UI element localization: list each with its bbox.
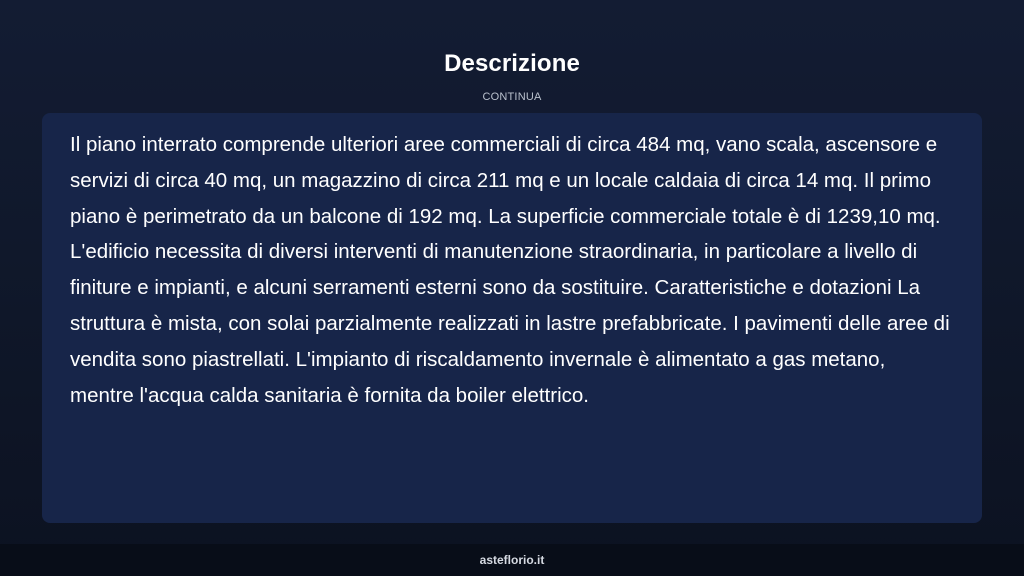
footer-bar xyxy=(0,544,1024,576)
footer-site-name: asteflorio.it xyxy=(479,553,545,567)
description-card xyxy=(42,113,982,523)
description-text: Il piano interrato comprende ulteriori aree commerciali di circa 484 mq, vano scala, ascensore e servizi di circa 40 mq, un magazzino di circa 211 mq e un locale caldaia di circa 14 mq. Il primo piano è perimetrato da un balcone di 192 mq. La superficie commerciale totale è di 1239,10 mq. L'edificio necessita di diversi interventi di manutenzione straordinaria, in particolare a livello di finiture e impianti, e alcuni serramenti esterni sono da sostituire. Caratteristiche e dotazioni La struttura è mista, con solai parzialmente realizzati in lastre prefabbricate. I pavimenti delle aree di vendita sono piastrellati. L'impianto di riscaldamento invernale è alimentato a gas metano, mentre l'acqua calda sanitaria è fornita da boiler elettrico. xyxy=(70,133,950,407)
page-title: Descrizione xyxy=(444,50,580,77)
page-subtitle: CONTINUA xyxy=(482,91,542,103)
